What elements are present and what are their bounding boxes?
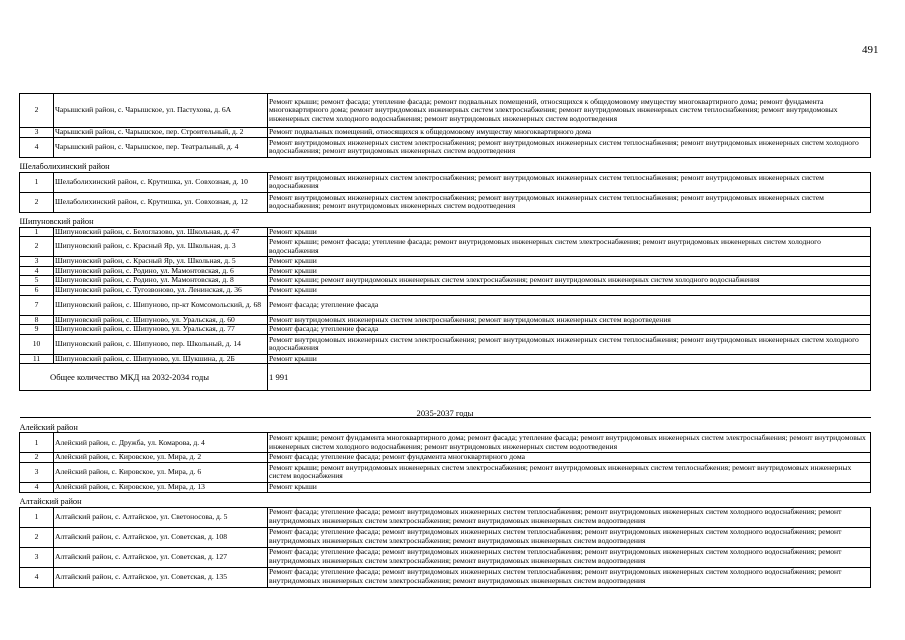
row-number: 4 (20, 567, 54, 587)
row-number: 8 (20, 315, 54, 325)
row-address: Алейский район, с. Кировское, ул. Мира, д. 2 (54, 453, 268, 463)
row-address: Алтайский район, с. Алтайское, ул. Советская, д. 108 (54, 527, 268, 547)
table-body (20, 94, 871, 588)
district-header (20, 492, 871, 507)
table-row (20, 137, 871, 157)
table-row (20, 227, 871, 237)
row-address: Шелаболихинский район, с. Крутишка, ул. Совхозная, д. 10 (54, 172, 268, 192)
row-works: Ремонт крыши (268, 482, 871, 492)
row-number: 1 (20, 172, 54, 192)
table-row (20, 172, 871, 192)
total-value: 1 991 (268, 364, 871, 391)
table-row (20, 257, 871, 267)
table-row (20, 295, 871, 315)
page-number: 491 (862, 44, 879, 56)
row-address: Чарышский район, с. Чарышское, пер. Театральный, д. 4 (54, 137, 268, 157)
row-number: 9 (20, 325, 54, 335)
row-works: Ремонт фасада; утепление фасада; ремонт внутридомовых инженерных систем теплоснабжения; ремонт внутридомовых инженерных систем холодного водоснабжения; ремонт внутридомовых инженерных систем электроснабжения; ремонт внутридомовых инженерных систем водоотведения (268, 527, 871, 547)
row-works: Ремонт фасада; утепление фасада (268, 295, 871, 315)
table-row (20, 453, 871, 463)
table-row (20, 354, 871, 364)
row-number: 1 (20, 227, 54, 237)
row-address: Чарышский район, с. Чарышское, пер. Строительный, д. 2 (54, 128, 268, 138)
row-works: Ремонт внутридомовых инженерных систем электроснабжения; ремонт внутридомовых инженерных систем теплоснабжения; ремонт внутридомовых инженерных систем водоснабжения (268, 172, 871, 192)
row-address: Чарышский район, с. Чарышское, ул. Пастухова, д. 6А (54, 94, 268, 128)
table-row (20, 237, 871, 257)
row-works: Ремонт крыши; ремонт фасада; утепление фасада; ремонт внутридомовых инженерных систем электроснабжения; ремонт внутридомовых инженерных систем холодного водоснабжения (268, 237, 871, 257)
total-row (20, 364, 871, 391)
row-works: Ремонт фасада; утепление фасада; ремонт внутридомовых инженерных систем теплоснабжения; ремонт внутридомовых инженерных систем холодного водоснабжения; ремонт внутридомовых инженерных систем электроснабжения; ремонт внутридомовых инженерных систем водоотведения (268, 547, 871, 567)
table-row (20, 547, 871, 567)
table-row (20, 192, 871, 212)
row-address: Шипуновский район, с. Шипуново, пер. Школьный, д. 14 (54, 334, 268, 354)
row-number: 4 (20, 137, 54, 157)
row-works: Ремонт крыши (268, 285, 871, 295)
row-works: Ремонт подвальных помещений, относящихся к общедомовому имуществу многоквартирного дома (268, 128, 871, 138)
row-number: 2 (20, 94, 54, 128)
row-address: Алейский район, с. Кировское, ул. Мира, д. 13 (54, 482, 268, 492)
row-number: 11 (20, 354, 54, 364)
row-number: 6 (20, 285, 54, 295)
row-address: Шипуновский район, с. Шипуново, ул. Уральская, д. 77 (54, 325, 268, 335)
table-row (20, 507, 871, 527)
row-number: 2 (20, 453, 54, 463)
row-address: Шипуновский район, с. Шипуново, пр-кт Комсомольский, д. 68 (54, 295, 268, 315)
district-header (20, 418, 871, 433)
row-number: 5 (20, 276, 54, 286)
row-works: Ремонт фасада; утепление фасада (268, 325, 871, 335)
row-works: Ремонт крыши (268, 257, 871, 267)
row-number: 1 (20, 433, 54, 453)
period-title: 2035-2037 годы (20, 391, 871, 418)
row-address: Алтайский район, с. Алтайское, ул. Советская, д. 135 (54, 567, 268, 587)
row-address: Шипуновский район, с. Белоглазово, ул. Школьная, д. 47 (54, 227, 268, 237)
row-works: Ремонт крыши; ремонт внутридомовых инженерных систем электроснабжения; ремонт внутридомовых инженерных систем холодного водоснабжения (268, 276, 871, 286)
district-header (20, 157, 871, 172)
row-works: Ремонт внутридомовых инженерных систем электроснабжения; ремонт внутридомовых инженерных систем теплоснабжения; ремонт внутридомовых инженерных систем холодного водоснабжения (268, 334, 871, 354)
table-row (20, 315, 871, 325)
row-works: Ремонт крыши (268, 266, 871, 276)
table-row (20, 94, 871, 128)
district-title: Шипуновский район (20, 212, 871, 227)
table-row (20, 462, 871, 482)
row-works: Ремонт внутридомовых инженерных систем электроснабжения; ремонт внутридомовых инженерных систем водоотведения (268, 315, 871, 325)
row-address: Алейский район, с. Дружба, ул. Комарова, д. 4 (54, 433, 268, 453)
row-address: Шипуновский район, с. Красный Яр, ул. Школьная, д. 3 (54, 237, 268, 257)
row-works: Ремонт крыши (268, 354, 871, 364)
row-address: Шелаболихинский район, с. Крутишка, ул. Совхозная, д. 12 (54, 192, 268, 212)
table-row (20, 325, 871, 335)
row-number: 3 (20, 547, 54, 567)
table-row (20, 276, 871, 286)
row-address: Шипуновский район, с. Родино, ул. Мамонтовская, д. 8 (54, 276, 268, 286)
district-title: Алтайский район (20, 492, 871, 507)
row-address: Алтайский район, с. Алтайское, ул. Светоносова, д. 5 (54, 507, 268, 527)
row-address: Алейский район, с. Кировское, ул. Мира, д. 6 (54, 462, 268, 482)
row-works: Ремонт фасада; утепление фасада; ремонт внутридомовых инженерных систем теплоснабжения; ремонт внутридомовых инженерных систем холодного водоснабжения; ремонт внутридомовых инженерных систем электроснабжения; ремонт внутридомовых инженерных систем водоотведения (268, 567, 871, 587)
row-address: Шипуновский район, с. Шипуново, ул. Уральская, д. 60 (54, 315, 268, 325)
row-number: 3 (20, 462, 54, 482)
total-label: Общее количество МКД на 2032-2034 годы (20, 364, 268, 391)
row-works: Ремонт внутридомовых инженерных систем электроснабжения; ремонт внутридомовых инженерных систем теплоснабжения; ремонт внутридомовых инженерных систем водоснабжения; ремонт внутридомовых инженерных систем водоотведения (268, 192, 871, 212)
table-row (20, 266, 871, 276)
row-address: Шипуновский район, с. Тугозвоново, ул. Ленинская, д. 36 (54, 285, 268, 295)
row-address: Шипуновский район, с. Родино, ул. Мамонтовская, д. 6 (54, 266, 268, 276)
table-row (20, 567, 871, 587)
table-row (20, 433, 871, 453)
housing-repair-table (19, 93, 871, 588)
row-number: 3 (20, 128, 54, 138)
table-row (20, 334, 871, 354)
row-number: 3 (20, 257, 54, 267)
table-row (20, 128, 871, 138)
district-title: Алейский район (20, 418, 871, 433)
row-address: Алтайский район, с. Алтайское, ул. Советская, д. 127 (54, 547, 268, 567)
row-number: 2 (20, 237, 54, 257)
table-row (20, 527, 871, 547)
row-works: Ремонт фасада; утепление фасада; ремонт фундамента многоквартирного дома (268, 453, 871, 463)
row-number: 2 (20, 192, 54, 212)
row-number: 7 (20, 295, 54, 315)
district-header (20, 212, 871, 227)
table-row (20, 285, 871, 295)
district-title: Шелаболихинский район (20, 157, 871, 172)
period-header (20, 391, 871, 418)
table-row (20, 482, 871, 492)
row-number: 4 (20, 482, 54, 492)
row-address: Шипуновский район, с. Шипуново, ул. Шукшина, д. 2Б (54, 354, 268, 364)
row-address: Шипуновский район, с. Красный Яр, ул. Школьная, д. 5 (54, 257, 268, 267)
row-works: Ремонт фасада; утепление фасада; ремонт внутридомовых инженерных систем теплоснабжения; ремонт внутридомовых инженерных систем холодного водоснабжения; ремонт внутридомовых инженерных систем электроснабжения; ремонт внутридомовых инженерных систем водоотведения (268, 507, 871, 527)
row-number: 2 (20, 527, 54, 547)
row-works: Ремонт крыши; ремонт фасада; утепление фасада; ремонт подвальных помещений, относящихся к общедомовому имуществу многоквартирного дома; ремонт фундамента многоквартирного дома; ремонт внутридомовых инженерных систем электроснабжения; ремонт внутридомовых инженерных систем теплоснабжения; ремонт внутридомовых инженерных систем холодного водоснабжения; ремонт внутридомовых инженерных систем водоотведения (268, 94, 871, 128)
row-works: Ремонт крыши (268, 227, 871, 237)
row-number: 4 (20, 266, 54, 276)
row-works: Ремонт крыши; ремонт внутридомовых инженерных систем электроснабжения; ремонт внутридомовых инженерных систем теплоснабжения; ремонт внутридомовых инженерных систем водоснабжения (268, 462, 871, 482)
row-number: 1 (20, 507, 54, 527)
row-number: 10 (20, 334, 54, 354)
row-works: Ремонт внутридомовых инженерных систем электроснабжения; ремонт внутридомовых инженерных систем теплоснабжения; ремонт внутридомовых инженерных систем холодного водоснабжения; ремонт внутридомовых инженерных систем водоотведения (268, 137, 871, 157)
row-works: Ремонт крыши; ремонт фундамента многоквартирного дома; ремонт фасада; утепление фасада; ремонт внутридомовых инженерных систем электроснабжения; ремонт внутридомовых инженерных систем холодного водоснабжения; ремонт внутридомовых инженерных систем водоотведения (268, 433, 871, 453)
